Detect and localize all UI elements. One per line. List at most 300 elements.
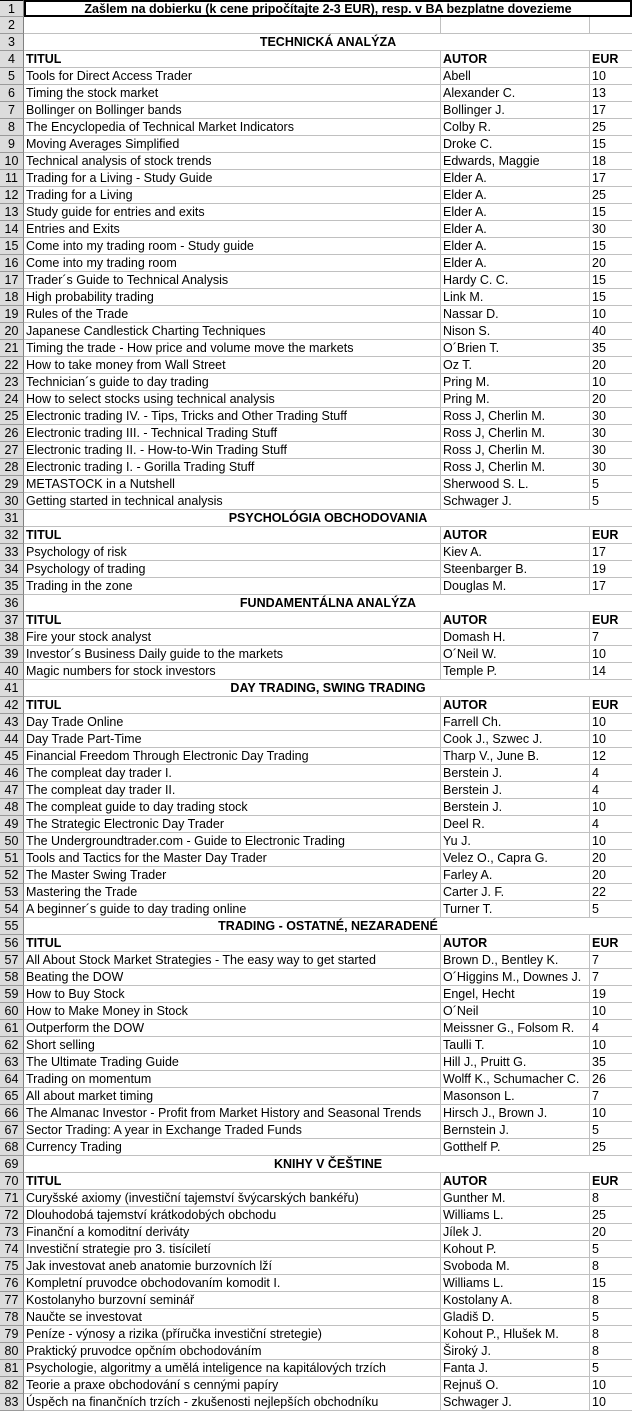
row-number[interactable]: 53 [0,884,24,901]
section-heading[interactable]: PSYCHOLÓGIA OBCHODOVANIA [24,510,632,527]
column-header-titul[interactable]: TITUL [24,1173,441,1190]
book-price-cell[interactable]: 10 [590,646,632,663]
book-title-cell[interactable]: Trading for a Living - Study Guide [24,170,441,187]
book-price-cell[interactable]: 20 [590,1224,632,1241]
book-author-cell[interactable]: Hill J., Pruitt G. [441,1054,590,1071]
row-number[interactable]: 11 [0,170,24,187]
row-number[interactable]: 27 [0,442,24,459]
book-title-cell[interactable]: Kompletní pruvodce obchodovaním komodit I. [24,1275,441,1292]
book-author-cell[interactable]: Turner T. [441,901,590,918]
book-price-cell[interactable]: 10 [590,731,632,748]
book-author-cell[interactable]: Carter J. F. [441,884,590,901]
book-price-cell[interactable]: 5 [590,1241,632,1258]
book-price-cell[interactable]: 35 [590,1054,632,1071]
book-title-cell[interactable]: How to Make Money in Stock [24,1003,441,1020]
book-author-cell[interactable]: Link M. [441,289,590,306]
book-title-cell[interactable]: How to select stocks using technical analysis [24,391,441,408]
column-header-eur[interactable]: EUR [590,612,632,629]
book-price-cell[interactable]: 7 [590,1088,632,1105]
book-title-cell[interactable]: Day Trade Online [24,714,441,731]
row-number[interactable]: 64 [0,1071,24,1088]
book-title-cell[interactable]: Come into my trading room - Study guide [24,238,441,255]
book-price-cell[interactable]: 17 [590,170,632,187]
column-header-autor[interactable]: AUTOR [441,612,590,629]
book-author-cell[interactable]: Elder A. [441,170,590,187]
book-price-cell[interactable]: 25 [590,119,632,136]
book-title-cell[interactable]: The Almanac Investor - Profit from Market History and Seasonal Trends [24,1105,441,1122]
book-title-cell[interactable]: Investiční strategie pro 3. tisíciletí [24,1241,441,1258]
book-price-cell[interactable]: 20 [590,867,632,884]
book-author-cell[interactable]: Berstein J. [441,765,590,782]
book-title-cell[interactable]: Moving Averages Simplified [24,136,441,153]
book-price-cell[interactable]: 8 [590,1326,632,1343]
book-title-cell[interactable]: Curyšské axiomy (investiční tajemství švýcarských bankéřu) [24,1190,441,1207]
book-author-cell[interactable]: Engel, Hecht [441,986,590,1003]
book-author-cell[interactable]: Široký J. [441,1343,590,1360]
row-number[interactable]: 71 [0,1190,24,1207]
row-number[interactable]: 46 [0,765,24,782]
row-number[interactable]: 7 [0,102,24,119]
book-author-cell[interactable]: Kostolany A. [441,1292,590,1309]
book-price-cell[interactable]: 8 [590,1343,632,1360]
book-price-cell[interactable]: 22 [590,884,632,901]
book-author-cell[interactable]: Abell [441,68,590,85]
column-header-titul[interactable]: TITUL [24,697,441,714]
book-price-cell[interactable]: 5 [590,1360,632,1377]
row-number[interactable]: 44 [0,731,24,748]
row-number[interactable]: 50 [0,833,24,850]
row-number[interactable]: 21 [0,340,24,357]
book-title-cell[interactable]: METASTOCK in a Nutshell [24,476,441,493]
column-header-eur[interactable]: EUR [590,697,632,714]
section-heading[interactable]: DAY TRADING, SWING TRADING [24,680,632,697]
book-author-cell[interactable]: Temple P. [441,663,590,680]
book-price-cell[interactable]: 25 [590,1207,632,1224]
book-title-cell[interactable]: Trader´s Guide to Technical Analysis [24,272,441,289]
book-author-cell[interactable]: Taulli T. [441,1037,590,1054]
section-heading[interactable]: KNIHY V ČEŠTINE [24,1156,632,1173]
book-price-cell[interactable]: 26 [590,1071,632,1088]
book-title-cell[interactable]: Financial Freedom Through Electronic Day Trading [24,748,441,765]
row-number[interactable]: 56 [0,935,24,952]
book-price-cell[interactable]: 30 [590,459,632,476]
row-number[interactable]: 63 [0,1054,24,1071]
row-number[interactable]: 20 [0,323,24,340]
book-title-cell[interactable]: The Ultimate Trading Guide [24,1054,441,1071]
book-title-cell[interactable]: The Master Swing Trader [24,867,441,884]
book-author-cell[interactable]: Rejnuš O. [441,1377,590,1394]
book-title-cell[interactable]: Teorie a praxe obchodování s cennými papíry [24,1377,441,1394]
book-price-cell[interactable]: 10 [590,833,632,850]
book-author-cell[interactable]: Sherwood S. L. [441,476,590,493]
book-title-cell[interactable]: High probability trading [24,289,441,306]
book-author-cell[interactable]: O´Brien T. [441,340,590,357]
book-price-cell[interactable]: 10 [590,1037,632,1054]
book-title-cell[interactable]: The Encyclopedia of Technical Market Indicators [24,119,441,136]
book-author-cell[interactable]: Masonson L. [441,1088,590,1105]
book-title-cell[interactable]: Dlouhodobá tajemství krátkodobých obchodu [24,1207,441,1224]
book-author-cell[interactable]: Brown D., Bentley K. [441,952,590,969]
row-number[interactable]: 29 [0,476,24,493]
book-author-cell[interactable]: Meissner G., Folsom R. [441,1020,590,1037]
book-author-cell[interactable]: Hirsch J., Brown J. [441,1105,590,1122]
book-title-cell[interactable]: Electronic trading I. - Gorilla Trading Stuff [24,459,441,476]
book-author-cell[interactable]: Kohout P. [441,1241,590,1258]
book-title-cell[interactable]: How to take money from Wall Street [24,357,441,374]
row-number[interactable]: 72 [0,1207,24,1224]
row-number[interactable]: 57 [0,952,24,969]
book-price-cell[interactable]: 7 [590,629,632,646]
book-author-cell[interactable]: O´Neil W. [441,646,590,663]
book-title-cell[interactable]: Finanční a komoditní deriváty [24,1224,441,1241]
book-title-cell[interactable]: Technical analysis of stock trends [24,153,441,170]
column-header-eur[interactable]: EUR [590,935,632,952]
row-number[interactable]: 9 [0,136,24,153]
book-title-cell[interactable]: Psychology of risk [24,544,441,561]
book-author-cell[interactable]: Ross J, Cherlin M. [441,459,590,476]
book-author-cell[interactable]: Berstein J. [441,799,590,816]
book-title-cell[interactable]: How to Buy Stock [24,986,441,1003]
book-author-cell[interactable]: Fanta J. [441,1360,590,1377]
book-author-cell[interactable]: Kohout P., Hlušek M. [441,1326,590,1343]
row-number[interactable]: 6 [0,85,24,102]
book-author-cell[interactable]: Domash H. [441,629,590,646]
book-author-cell[interactable]: Gunther M. [441,1190,590,1207]
row-number[interactable]: 47 [0,782,24,799]
book-author-cell[interactable]: O´Neil [441,1003,590,1020]
column-header-autor[interactable]: AUTOR [441,51,590,68]
book-author-cell[interactable]: Gotthelf P. [441,1139,590,1156]
row-number[interactable]: 48 [0,799,24,816]
book-author-cell[interactable]: Droke C. [441,136,590,153]
book-price-cell[interactable]: 5 [590,1122,632,1139]
book-price-cell[interactable]: 10 [590,1394,632,1411]
book-price-cell[interactable]: 17 [590,578,632,595]
book-title-cell[interactable]: Peníze - výnosy a rizika (příručka investiční stretegie) [24,1326,441,1343]
book-author-cell[interactable]: Elder A. [441,238,590,255]
row-number[interactable]: 78 [0,1309,24,1326]
row-number[interactable]: 3 [0,34,24,51]
book-title-cell[interactable]: Study guide for entries and exits [24,204,441,221]
book-price-cell[interactable]: 20 [590,357,632,374]
book-title-cell[interactable]: Mastering the Trade [24,884,441,901]
book-author-cell[interactable]: Oz T. [441,357,590,374]
book-title-cell[interactable]: All about market timing [24,1088,441,1105]
book-price-cell[interactable]: 10 [590,1105,632,1122]
book-author-cell[interactable]: Bollinger J. [441,102,590,119]
book-author-cell[interactable]: Ross J, Cherlin M. [441,425,590,442]
book-price-cell[interactable]: 10 [590,374,632,391]
book-title-cell[interactable]: Timing the trade - How price and volume move the markets [24,340,441,357]
row-number[interactable]: 75 [0,1258,24,1275]
column-header-eur[interactable]: EUR [590,51,632,68]
row-number[interactable]: 68 [0,1139,24,1156]
book-title-cell[interactable]: Fire your stock analyst [24,629,441,646]
book-title-cell[interactable]: Currency Trading [24,1139,441,1156]
section-heading[interactable]: FUNDAMENTÁLNA ANALÝZA [24,595,632,612]
book-price-cell[interactable]: 15 [590,289,632,306]
book-price-cell[interactable]: 20 [590,391,632,408]
book-author-cell[interactable]: Gladiš D. [441,1309,590,1326]
book-price-cell[interactable]: 5 [590,1309,632,1326]
row-number[interactable]: 80 [0,1343,24,1360]
row-number[interactable]: 26 [0,425,24,442]
book-price-cell[interactable]: 18 [590,153,632,170]
row-number[interactable]: 8 [0,119,24,136]
book-price-cell[interactable]: 20 [590,255,632,272]
row-number[interactable]: 82 [0,1377,24,1394]
book-price-cell[interactable]: 4 [590,1020,632,1037]
book-price-cell[interactable]: 14 [590,663,632,680]
row-number[interactable]: 28 [0,459,24,476]
book-price-cell[interactable]: 5 [590,901,632,918]
row-number[interactable]: 62 [0,1037,24,1054]
cell[interactable] [24,17,441,34]
book-price-cell[interactable]: 19 [590,561,632,578]
column-header-titul[interactable]: TITUL [24,612,441,629]
book-author-cell[interactable]: Colby R. [441,119,590,136]
book-title-cell[interactable]: Sector Trading: A year in Exchange Traded Funds [24,1122,441,1139]
book-title-cell[interactable]: Magic numbers for stock investors [24,663,441,680]
book-price-cell[interactable]: 15 [590,272,632,289]
row-number[interactable]: 76 [0,1275,24,1292]
book-author-cell[interactable]: Alexander C. [441,85,590,102]
row-number[interactable]: 35 [0,578,24,595]
row-number[interactable]: 41 [0,680,24,697]
row-number[interactable]: 42 [0,697,24,714]
book-price-cell[interactable]: 4 [590,816,632,833]
column-header-autor[interactable]: AUTOR [441,1173,590,1190]
row-number[interactable]: 74 [0,1241,24,1258]
book-price-cell[interactable]: 4 [590,782,632,799]
book-price-cell[interactable]: 15 [590,1275,632,1292]
book-author-cell[interactable]: Berstein J. [441,782,590,799]
book-title-cell[interactable]: Electronic trading III. - Technical Trading Stuff [24,425,441,442]
row-number[interactable]: 55 [0,918,24,935]
book-title-cell[interactable]: Entries and Exits [24,221,441,238]
book-title-cell[interactable]: Electronic trading IV. - Tips, Tricks and Other Trading Stuff [24,408,441,425]
row-number[interactable]: 40 [0,663,24,680]
row-number[interactable]: 33 [0,544,24,561]
book-author-cell[interactable]: Kiev A. [441,544,590,561]
row-number[interactable]: 34 [0,561,24,578]
book-author-cell[interactable]: Ross J, Cherlin M. [441,442,590,459]
book-title-cell[interactable]: Psychologie, algoritmy a umělá inteligence na kapitálových trzích [24,1360,441,1377]
book-author-cell[interactable]: Pring M. [441,374,590,391]
book-price-cell[interactable]: 30 [590,221,632,238]
book-title-cell[interactable]: Come into my trading room [24,255,441,272]
row-number[interactable]: 52 [0,867,24,884]
book-price-cell[interactable]: 25 [590,187,632,204]
book-title-cell[interactable]: Rules of the Trade [24,306,441,323]
book-title-cell[interactable]: Praktický pruvodce opčním obchodováním [24,1343,441,1360]
row-number[interactable]: 39 [0,646,24,663]
book-title-cell[interactable]: Electronic trading II. - How-to-Win Trading Stuff [24,442,441,459]
book-title-cell[interactable]: The Strategic Electronic Day Trader [24,816,441,833]
book-author-cell[interactable]: O´Higgins M., Downes J. [441,969,590,986]
cell[interactable] [441,17,590,34]
book-author-cell[interactable]: Svoboda M. [441,1258,590,1275]
row-number[interactable]: 5 [0,68,24,85]
title-cell[interactable]: Zašlem na dobierku (k cene pripočítajte 2-3 EUR), resp. v BA bezplatne dovezieme [24,0,632,17]
book-author-cell[interactable]: Ross J, Cherlin M. [441,408,590,425]
book-author-cell[interactable]: Farrell Ch. [441,714,590,731]
row-number[interactable]: 61 [0,1020,24,1037]
book-title-cell[interactable]: Trading in the zone [24,578,441,595]
row-number[interactable]: 10 [0,153,24,170]
book-price-cell[interactable]: 35 [590,340,632,357]
row-number[interactable]: 65 [0,1088,24,1105]
book-author-cell[interactable]: Williams L. [441,1275,590,1292]
book-title-cell[interactable]: The compleat day trader II. [24,782,441,799]
row-number[interactable]: 31 [0,510,24,527]
book-title-cell[interactable]: Beating the DOW [24,969,441,986]
row-number[interactable]: 1 [0,0,24,17]
book-price-cell[interactable]: 5 [590,476,632,493]
book-price-cell[interactable]: 10 [590,306,632,323]
row-number[interactable]: 83 [0,1394,24,1411]
book-title-cell[interactable]: Kostolanyho burzovní seminář [24,1292,441,1309]
book-price-cell[interactable]: 15 [590,136,632,153]
book-title-cell[interactable]: A beginner´s guide to day trading online [24,901,441,918]
book-price-cell[interactable]: 15 [590,204,632,221]
book-author-cell[interactable]: Velez O., Capra G. [441,850,590,867]
row-number[interactable]: 81 [0,1360,24,1377]
row-number[interactable]: 77 [0,1292,24,1309]
book-author-cell[interactable]: Cook J., Szwec J. [441,731,590,748]
book-author-cell[interactable]: Deel R. [441,816,590,833]
book-author-cell[interactable]: Elder A. [441,187,590,204]
book-price-cell[interactable]: 30 [590,408,632,425]
row-number[interactable]: 51 [0,850,24,867]
row-number[interactable]: 58 [0,969,24,986]
book-price-cell[interactable]: 10 [590,799,632,816]
book-price-cell[interactable]: 7 [590,969,632,986]
column-header-titul[interactable]: TITUL [24,51,441,68]
book-author-cell[interactable]: Nison S. [441,323,590,340]
row-number[interactable]: 25 [0,408,24,425]
row-number[interactable]: 73 [0,1224,24,1241]
book-author-cell[interactable]: Williams L. [441,1207,590,1224]
book-price-cell[interactable]: 5 [590,493,632,510]
row-number[interactable]: 12 [0,187,24,204]
row-number[interactable]: 2 [0,17,24,34]
book-title-cell[interactable]: Technician´s guide to day trading [24,374,441,391]
book-author-cell[interactable]: Tharp V., June B. [441,748,590,765]
book-price-cell[interactable]: 4 [590,765,632,782]
row-number[interactable]: 32 [0,527,24,544]
book-price-cell[interactable]: 19 [590,986,632,1003]
book-title-cell[interactable]: Investor´s Business Daily guide to the markets [24,646,441,663]
book-price-cell[interactable]: 17 [590,544,632,561]
book-title-cell[interactable]: Getting started in technical analysis [24,493,441,510]
row-number[interactable]: 15 [0,238,24,255]
row-number[interactable]: 24 [0,391,24,408]
row-number[interactable]: 23 [0,374,24,391]
row-number[interactable]: 14 [0,221,24,238]
row-number[interactable]: 19 [0,306,24,323]
row-number[interactable]: 60 [0,1003,24,1020]
book-author-cell[interactable]: Farley A. [441,867,590,884]
book-title-cell[interactable]: Trading for a Living [24,187,441,204]
book-title-cell[interactable]: Jak investovat aneb anatomie burzovních lží [24,1258,441,1275]
cell[interactable] [590,17,632,34]
row-number[interactable]: 66 [0,1105,24,1122]
book-title-cell[interactable]: Trading on momentum [24,1071,441,1088]
row-number[interactable]: 43 [0,714,24,731]
book-price-cell[interactable]: 13 [590,85,632,102]
row-number[interactable]: 16 [0,255,24,272]
book-title-cell[interactable]: Psychology of trading [24,561,441,578]
book-price-cell[interactable]: 40 [590,323,632,340]
book-title-cell[interactable]: Japanese Candlestick Charting Techniques [24,323,441,340]
book-author-cell[interactable]: Pring M. [441,391,590,408]
book-price-cell[interactable]: 15 [590,238,632,255]
book-title-cell[interactable]: Úspěch na finančních trzích - zkušenosti nejlepších obchodníku [24,1394,441,1411]
book-title-cell[interactable]: Tools and Tactics for the Master Day Trader [24,850,441,867]
row-number[interactable]: 17 [0,272,24,289]
row-number[interactable]: 59 [0,986,24,1003]
book-price-cell[interactable]: 10 [590,1377,632,1394]
row-number[interactable]: 79 [0,1326,24,1343]
row-number[interactable]: 69 [0,1156,24,1173]
book-author-cell[interactable]: Bernstein J. [441,1122,590,1139]
book-title-cell[interactable]: Tools for Direct Access Trader [24,68,441,85]
book-price-cell[interactable]: 30 [590,425,632,442]
book-title-cell[interactable]: The compleat day trader I. [24,765,441,782]
book-title-cell[interactable]: Timing the stock market [24,85,441,102]
book-price-cell[interactable]: 25 [590,1139,632,1156]
row-number[interactable]: 30 [0,493,24,510]
column-header-titul[interactable]: TITUL [24,527,441,544]
book-author-cell[interactable]: Steenbarger B. [441,561,590,578]
book-title-cell[interactable]: Day Trade Part-Time [24,731,441,748]
row-number[interactable]: 54 [0,901,24,918]
book-author-cell[interactable]: Schwager J. [441,493,590,510]
column-header-eur[interactable]: EUR [590,527,632,544]
book-author-cell[interactable]: Edwards, Maggie [441,153,590,170]
row-number[interactable]: 70 [0,1173,24,1190]
book-price-cell[interactable]: 8 [590,1258,632,1275]
column-header-autor[interactable]: AUTOR [441,527,590,544]
section-heading[interactable]: TRADING - OSTATNÉ, NEZARADENÉ [24,918,632,935]
book-author-cell[interactable]: Elder A. [441,255,590,272]
book-author-cell[interactable]: Hardy C. C. [441,272,590,289]
book-author-cell[interactable]: Schwager J. [441,1394,590,1411]
row-number[interactable]: 22 [0,357,24,374]
book-title-cell[interactable]: The Undergroundtrader.com - Guide to Electronic Trading [24,833,441,850]
book-title-cell[interactable]: Bollinger on Bollinger bands [24,102,441,119]
book-author-cell[interactable]: Douglas M. [441,578,590,595]
book-price-cell[interactable]: 10 [590,1003,632,1020]
book-price-cell[interactable]: 10 [590,68,632,85]
book-author-cell[interactable]: Nassar D. [441,306,590,323]
book-price-cell[interactable]: 20 [590,850,632,867]
book-title-cell[interactable]: Short selling [24,1037,441,1054]
book-author-cell[interactable]: Yu J. [441,833,590,850]
section-heading[interactable]: TECHNICKÁ ANALÝZA [24,34,632,51]
book-author-cell[interactable]: Wolff K., Schumacher C. [441,1071,590,1088]
book-price-cell[interactable]: 17 [590,102,632,119]
book-price-cell[interactable]: 10 [590,714,632,731]
book-author-cell[interactable]: Elder A. [441,221,590,238]
book-price-cell[interactable]: 8 [590,1190,632,1207]
book-author-cell[interactable]: Elder A. [441,204,590,221]
row-number[interactable]: 49 [0,816,24,833]
column-header-titul[interactable]: TITUL [24,935,441,952]
book-title-cell[interactable]: The compleat guide to day trading stock [24,799,441,816]
book-title-cell[interactable]: All About Stock Market Strategies - The easy way to get started [24,952,441,969]
